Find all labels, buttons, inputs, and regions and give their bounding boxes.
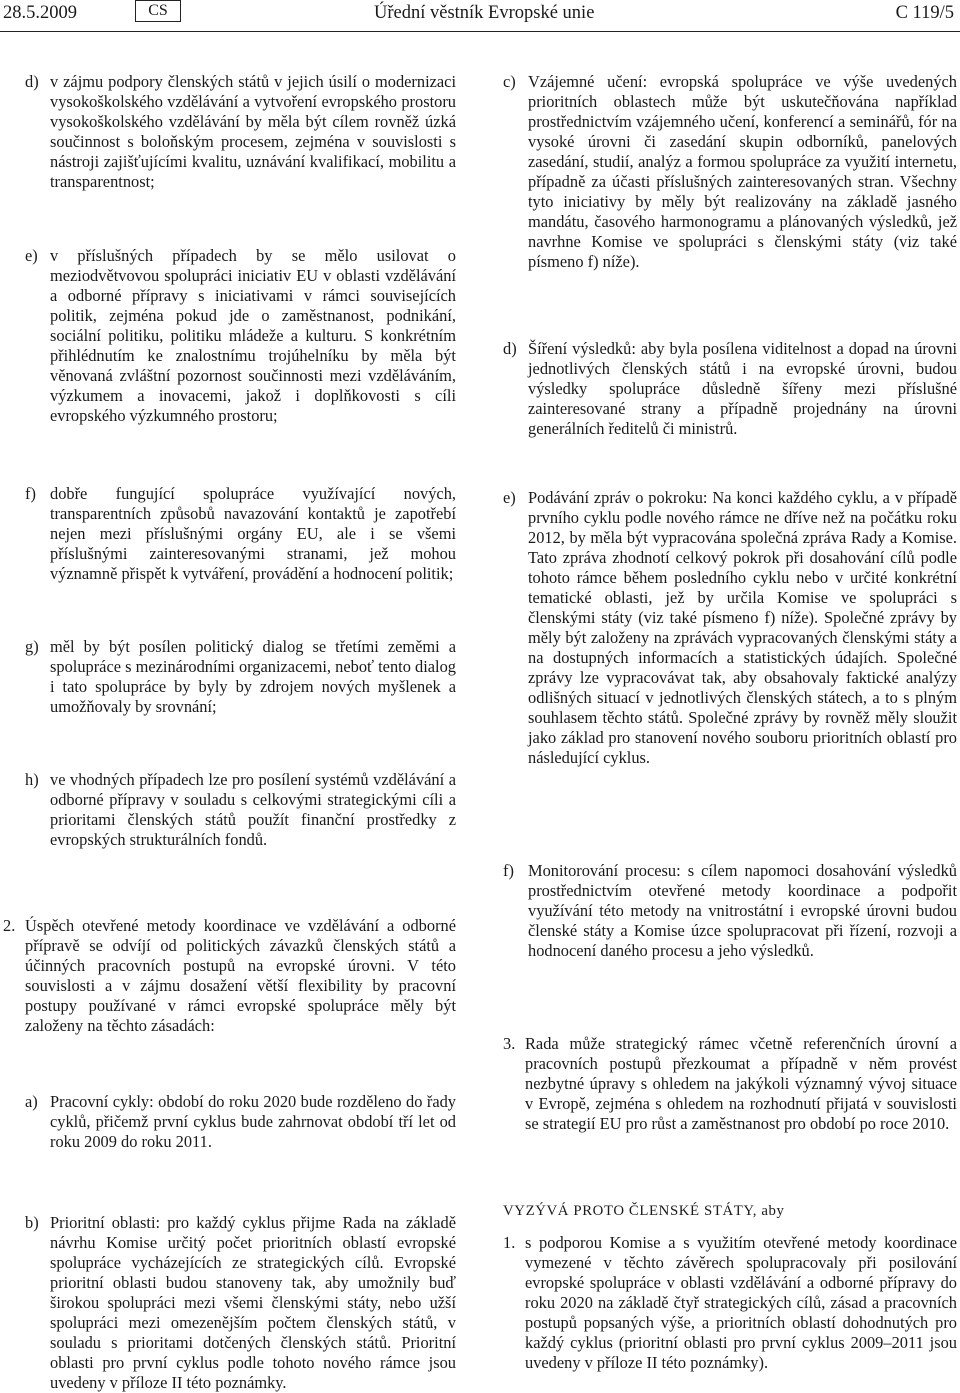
right-paragraph-1 <box>503 1233 957 1373</box>
page-header <box>0 0 960 30</box>
item-text: Prioritní oblasti: pro každý cyklus přijme Rada na základě návrhu Komise určitý počet prioritních oblastí evropské spolupráce vycházejících ze strategických cílů. Evropské prioritní oblasti budou stanoveny tak, aby umožnily buď širokou spolupráci mezi všemi členskými státy, nebo užší spolupráci mezi omezenějším počtem členských států, v souladu s prioritami dotčených členských států. Prioritní oblasti pro první cyklus podle tohoto nového rámce jsou uvedeny v příloze II této poznámky. <box>50 1213 456 1392</box>
item-label: a) <box>25 1092 38 1111</box>
item-text: Podávání zpráv o pokroku: Na konci každého cyklu, a v případě prvního cyklu podle nového rámce ne dříve než na počátku roku 2012, by měla být vypracována společná zpráva Rady a Komise. Tato zpráva zhodnotí celkový pokrok při dosahování cílů podle tohoto rámce během posledního cyklu nebo v určité konkrétní tematické oblasti, jež by určila Komise ve spolupráci s členskými státy (viz také písmeno f) níže). Společné zprávy by měly být založeny na zprávách vypracovaných členskými státy a na dostupných informacích a statistických údajích. Společné zprávy lze vypracovávat tak, aby obsahovaly faktické analýzy odlišných situací v jednotlivých členských státech, a to s plným souhlasem těchto států. Společné zprávy by rovněž měly sloužit jako základ pro stanovení nového souboru prioritních oblastí pro následující cyklus. <box>528 488 957 767</box>
paragraph-number: 2. <box>3 916 16 935</box>
item-text: Vzájemné učení: evropská spolupráce ve výše uvedených prioritních oblastech může být uskutečňována například prostřednictvím vzájemného učení, konferencí a seminářů, fór na vysoké úrovni či zasedání skupin odborníků, panelových zasedání, studií, analýz a formou spolupráce za využití internetu, případně za účasti příslušných zainteresovaných stran. Všechny tyto iniciativy by měly být realizovány na základě jasného mandátu, časového harmonogramu a plánovaných výsledků, jež navrhne Komise ve spolupráci s členskými státy (viz také písmeno f) níže). <box>528 72 957 271</box>
right-item-f <box>503 861 957 961</box>
header-date: 28.5.2009 <box>3 3 77 23</box>
right-paragraph-3 <box>503 1034 957 1134</box>
item-text: Šíření výsledků: aby byla posílena viditelnost a dopad na úrovni jednotlivých členských států i na evropské úrovni, budou výsledky spolupráce důsledně šířeny mezi příslušné zainteresované strany a případně projednány na úrovni generálních ředitelů či ministrů. <box>528 339 957 438</box>
item-text: v příslušných případech by se mělo usilovat o meziodvětvovou spolupráci iniciativ EU v oblasti vzdělávání a odborné přípravy s iniciativami v rámci souvisejících politik, zejména pokud jde o zaměstnanost, podnikání, sociální politiku, politiku mládeže a kulturu. S konkrétním přihlédnutím ke znalostnímu trojúhelníku by měla být věnovaná zvláštní pozornost součinnosti mezi vzděláváním, výzkumem a inovacemi, jakož i doplňkovosti s cíli evropského výzkumného prostoru; <box>50 246 456 425</box>
left-item-f <box>25 484 456 584</box>
item-label: d) <box>503 339 517 358</box>
item-text: ve vhodných případech lze pro posílení systémů vzdělávání a odborné přípravy v souladu s celkovými strategickými cíli a prioritami členských států použít finanční prostředky z evropských strukturálních fondů. <box>50 770 456 849</box>
item-text: Pracovní cykly: období do roku 2020 bude rozděleno do řady cyklů, přičemž první cyklus bude zahrnovat období tří let od roku 2009 do roku 2011. <box>50 1092 456 1151</box>
left-paragraph-2 <box>3 916 456 1036</box>
paragraph-text: Rada může strategický rámec včetně referenčních úrovní a pracovních postupů přezkoumat a případně v něm provést nezbytné úpravy s ohledem na jakýkoli významný vývoj situace v Evropě, zejména s ohledem na rozhodnutí přijatá v souvislosti se strategií EU pro růst a zaměstnanost pro období po roce 2010. <box>525 1034 957 1133</box>
left-item-g <box>25 637 456 717</box>
left-item-d <box>25 72 456 192</box>
paragraph-number: 1. <box>503 1233 516 1252</box>
call-to-member-states: VYZÝVÁ PROTO ČLENSKÉ STÁTY, aby <box>503 1203 785 1219</box>
item-label: e) <box>25 246 38 265</box>
paragraph-text: s podporou Komise a s využitím otevřené metody koordinace vymezené v těchto závěrech spolupracovaly při posilování evropské spolupráce v oblasti vzdělávání a odborné přípravy do roku 2020 na základě čtyř strategických cílů, zásad a pracovních postupů popsaných výše, a prioritních oblastí dohodnutých pro každý cyklus (prioritní oblasti pro první cyklus 2009–2011 jsou uvedeny v příloze II této poznámky). <box>525 1233 957 1372</box>
item-label: c) <box>503 72 516 91</box>
item-text: Monitorování procesu: s cílem napomoci dosahování výsledků prostřednictvím otevřené metody koordinace a podpořit využívání této metody na vnitrostátní i evropské úrovni budou členské státy a Komise úzce spolupracovat při řízení, rozvoji a hodnocení daného procesu a jeho výsledků. <box>528 861 957 960</box>
page-number: C 119/5 <box>895 3 954 23</box>
item-label: f) <box>25 484 36 503</box>
paragraph-text: Úspěch otevřené metody koordinace ve vzdělávání a odborné přípravě se odvíjí od politických závazků členských států a účinných pracovních postupů na evropské úrovni. V této souvislosti a v zájmu dosažení větší flexibility by pracovní postupy používané v rámci evropské spolupráce měly být založeny na těchto zásadách: <box>25 916 456 1035</box>
item-label: h) <box>25 770 39 789</box>
item-label: d) <box>25 72 39 91</box>
left-item-b <box>25 1213 456 1393</box>
right-item-c <box>503 72 957 272</box>
left-item-a <box>25 1092 456 1152</box>
left-item-h <box>25 770 456 850</box>
item-label: e) <box>503 488 516 507</box>
item-label: g) <box>25 637 39 656</box>
language-badge: CS <box>135 0 181 22</box>
item-label: b) <box>25 1213 39 1232</box>
right-item-e <box>503 488 957 768</box>
item-text: měl by být posílen politický dialog se třetími zeměmi a spolupráce s mezinárodními organizacemi, neboť tento dialog i tato spolupráce by byly by zdrojem nových myšlenek a umožňovaly by srovnání; <box>50 637 456 716</box>
item-text: dobře fungující spolupráce využívající nových, transparentních způsobů navazování kontaktů je zapotřebí nejen mezi příslušnými orgány EU, ale i se všemi příslušnými zainteresovanými stranami, jež mohou významně přispět k vytváření, provádění a hodnocení politik; <box>50 484 456 583</box>
journal-title: Úřední věstník Evropské unie <box>374 3 595 23</box>
paragraph-number: 3. <box>503 1034 516 1053</box>
right-item-d <box>503 339 957 439</box>
item-label: f) <box>503 861 514 880</box>
item-text: v zájmu podpory členských států v jejich úsilí o modernizaci vysokoškolského vzdělávání a vytvoření evropského prostoru vysokoškolského vzdělávání by měla být cílem rovněž úzká součinnost s boloňským procesem, zejména v souvislosti s nástroji zajišťujícími kvalitu, uznávání kvalifikací, mobilitu a transparentnost; <box>50 72 456 191</box>
left-item-e <box>25 246 456 426</box>
header-rule <box>0 31 960 32</box>
